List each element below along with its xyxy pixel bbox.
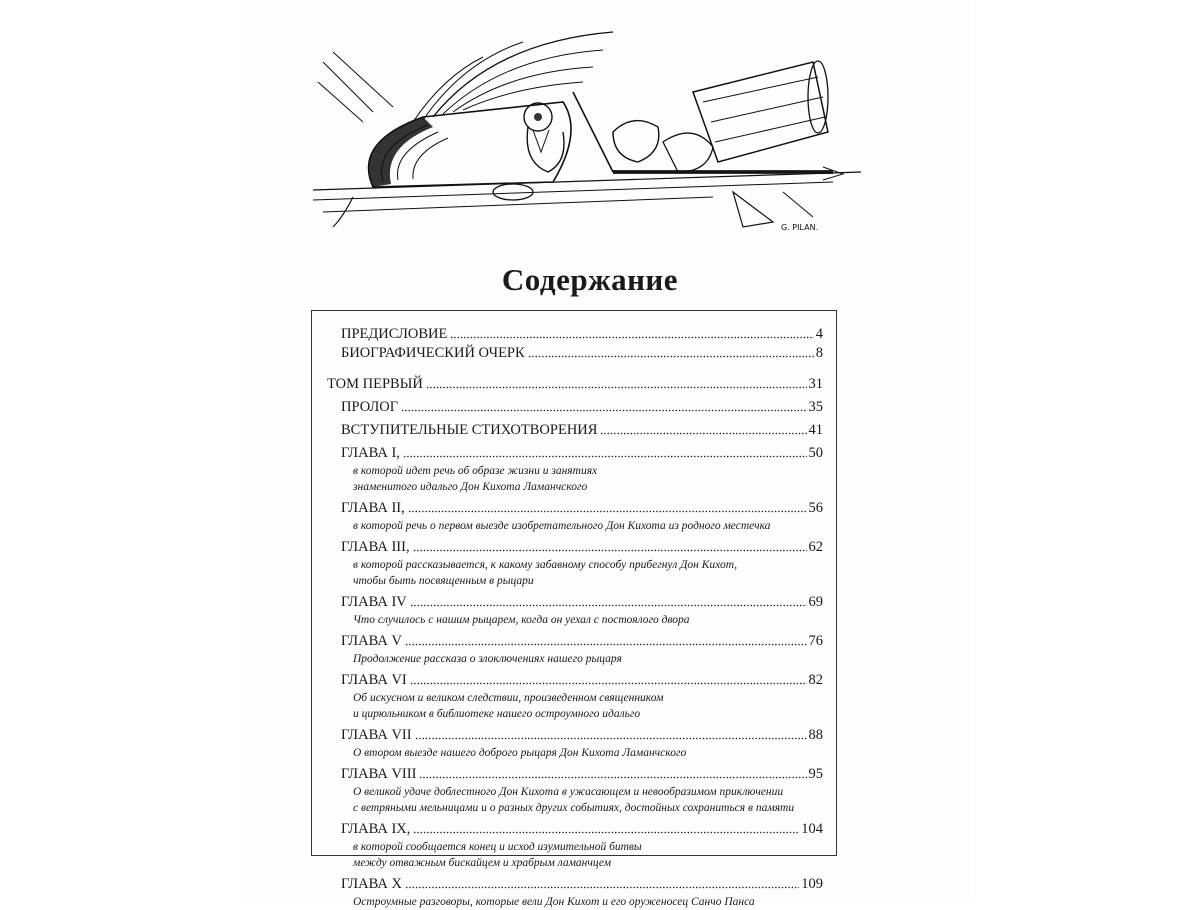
- toc-chapter-label: ГЛАВА VIII: [341, 766, 417, 782]
- toc-chapter-label: ГЛАВА IV: [341, 594, 407, 610]
- dot-leader: [410, 675, 807, 685]
- toc-entry-page: 4: [815, 326, 823, 342]
- toc-entry-preface: [327, 325, 823, 344]
- toc-chapter-page: 95: [808, 766, 823, 782]
- toc-chapter-page: 62: [808, 539, 823, 555]
- dot-leader: [401, 402, 806, 412]
- toc-entry-biography: [327, 344, 823, 363]
- dot-leader: [415, 730, 807, 740]
- toc-entry-label: ПРЕДИСЛОВИЕ: [341, 326, 448, 342]
- toc-chapter-label: ГЛАВА X: [341, 876, 402, 892]
- toc-chapter-label: ГЛАВА V: [341, 633, 402, 649]
- toc-entry-prologue: [327, 398, 823, 417]
- toc-chapter: [327, 593, 823, 628]
- toc-chapter-label: ГЛАВА I,: [341, 445, 400, 461]
- toc-chapter: [327, 875, 823, 910]
- toc-chapter-description: Продолжение рассказа о злоключениях нашего рыцаря: [353, 653, 622, 665]
- dot-leader: [528, 348, 814, 358]
- dot-leader: [419, 769, 806, 779]
- toc-chapter: [327, 726, 823, 761]
- toc-chapter-label: ГЛАВА VII: [341, 727, 412, 743]
- toc-chapter-page: 82: [808, 672, 823, 688]
- page-title: Содержание: [501, 262, 679, 297]
- illustration-signature: G. PILAN.: [781, 223, 819, 232]
- dot-leader: [403, 448, 807, 458]
- toc-chapter: [327, 671, 823, 722]
- toc-entry-label: ПРОЛОГ: [341, 399, 399, 415]
- toc-entry-page: 8: [815, 345, 823, 361]
- toc-chapter-page: 76: [808, 633, 823, 649]
- table-of-contents: [327, 325, 823, 910]
- toc-chapter-description: и цирюльником в библиотеке нашего остроумного идальго: [353, 708, 641, 720]
- toc-chapter-label: ГЛАВА VI: [341, 672, 407, 688]
- toc-chapter-description: в которой рассказывается, к какому забавному способу прибегнул Дон Кихот,: [353, 559, 738, 571]
- toc-chapter-description: О великой удаче доблестного Дон Кихота в ужасающем и невообразимом приключении: [353, 786, 784, 798]
- toc-chapter-page: 88: [808, 727, 823, 743]
- toc-chapter-description: О втором выезде нашего доброго рыцаря Дон Кихота Ламанчского: [353, 747, 687, 759]
- toc-chapter: [327, 499, 823, 534]
- toc-chapter: [327, 444, 823, 495]
- toc-entry-page: 41: [808, 422, 823, 438]
- toc-chapter: [327, 632, 823, 667]
- toc-chapter-page: 104: [801, 821, 823, 837]
- engraving-illustration: [313, 22, 861, 242]
- dot-leader: [426, 379, 807, 389]
- dot-leader: [413, 542, 807, 552]
- toc-chapter-row: [327, 593, 823, 612]
- toc-chapter-description: Остроумные разговоры, которые вели Дон Кихот и его оруженосец Санчо Панса: [353, 896, 755, 908]
- dot-leader: [413, 824, 799, 834]
- toc-chapter-row: [327, 875, 823, 894]
- dot-leader: [410, 597, 807, 607]
- toc-chapter: [327, 765, 823, 816]
- toc-chapter-description: в которой идет речь об образе жизни и занятиях: [353, 465, 598, 477]
- toc-entry-page: 31: [808, 376, 823, 392]
- toc-chapter-description: с ветряными мельницами и о разных других событиях, достойных сохраниться в памяти: [353, 802, 795, 814]
- toc-chapter: [327, 820, 823, 871]
- toc-chapter-page: 56: [808, 500, 823, 516]
- toc-entry-label: ТОМ ПЕРВЫЙ: [327, 376, 423, 392]
- dot-leader: [405, 636, 807, 646]
- toc-chapter-description: между отважным бискайцем и храбрым ламанчцем: [353, 857, 612, 869]
- toc-chapter-row: [327, 632, 823, 651]
- toc-chapter-description: в которой речь о первом выезде изобретательного Дон Кихота из родного местечка: [353, 520, 771, 532]
- toc-chapter: [327, 538, 823, 589]
- toc-chapter-row: [327, 671, 823, 690]
- toc-entry-poems: [327, 421, 823, 440]
- toc-entry-page: 35: [808, 399, 823, 415]
- toc-chapter-row: [327, 538, 823, 557]
- dot-leader: [450, 329, 813, 339]
- toc-chapter-description: Что случилось с нашим рыцарем, когда он уехал с постоялого двора: [353, 614, 690, 626]
- toc-chapter-label: ГЛАВА III,: [341, 539, 410, 555]
- toc-chapter-description: Об искусном и великом следствии, произведенном священником: [353, 692, 664, 704]
- dot-leader: [405, 879, 799, 889]
- toc-chapter-row: [327, 726, 823, 745]
- toc-chapter-page: 109: [801, 876, 823, 892]
- toc-chapter-page: 50: [808, 445, 823, 461]
- toc-chapter-row: [327, 444, 823, 463]
- toc-chapter-row: [327, 499, 823, 518]
- toc-entry-label: БИОГРАФИЧЕСКИЙ ОЧЕРК: [341, 345, 525, 361]
- dot-leader: [408, 503, 807, 513]
- dot-leader: [600, 425, 806, 435]
- toc-chapter-row: [327, 820, 823, 839]
- toc-entry-volume: [327, 375, 823, 394]
- toc-chapter-page: 69: [808, 594, 823, 610]
- toc-chapter-label: ГЛАВА II,: [341, 500, 405, 516]
- toc-chapter-row: [327, 765, 823, 784]
- toc-entry-label: ВСТУПИТЕЛЬНЫЕ СТИХОТВОРЕНИЯ: [341, 422, 598, 438]
- toc-chapter-label: ГЛАВА IX,: [341, 821, 411, 837]
- toc-chapter-description: в которой сообщается конец и исход изумительной битвы: [353, 841, 642, 853]
- toc-chapter-description: знаменитого идальго Дон Кихота Ламанчского: [353, 481, 588, 493]
- toc-chapter-description: чтобы быть посвященным в рыцари: [353, 575, 534, 587]
